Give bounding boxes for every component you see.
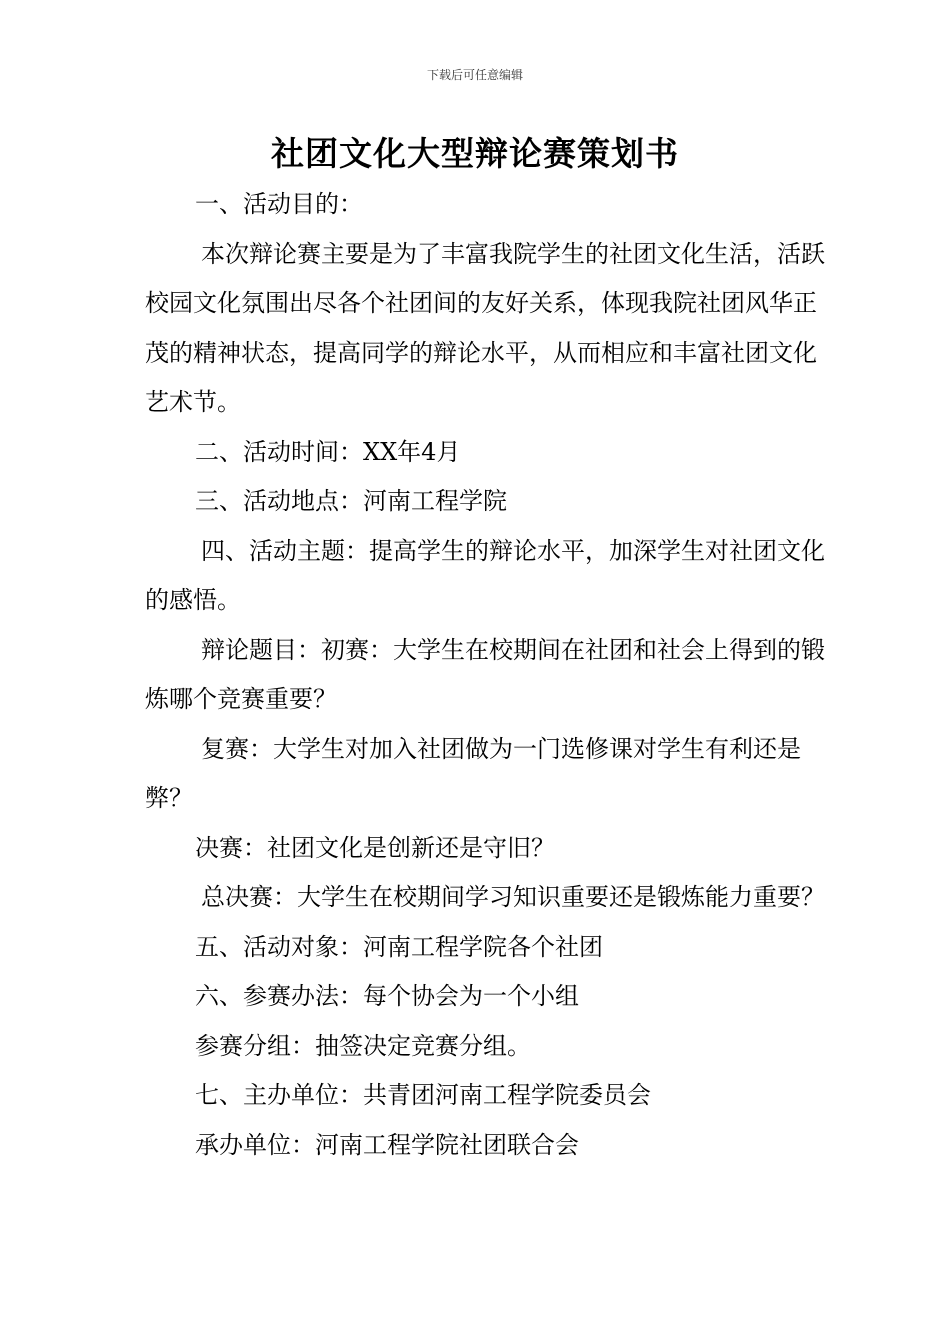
debate-topic-final: 决赛：社团文化是创新还是守旧？: [195, 833, 555, 862]
debate-topic-grand-final: 总决赛：大学生在校期间学习知识重要还是锻炼能力重要？: [201, 883, 825, 911]
section-method: 六、参赛办法：每个协会为一个小组: [195, 982, 579, 1010]
debate-topic-semifinal: 复赛：大学生对加入社团做为一门选修课对学生有利还是弊？: [145, 734, 801, 812]
document-title: 社团文化大型辩论赛策划书: [271, 134, 679, 173]
grouping-line: 参赛分组：抽签决定竞赛分组。: [195, 1031, 531, 1060]
header-note: 下载后可任意编辑: [426, 68, 523, 82]
co-organizer-line: 承办单位：河南工程学院社团联合会: [195, 1130, 579, 1159]
purpose-paragraph: 本次辩论赛主要是为了丰富我院学生的社团文化生活，活跃校园文化氛围出尽各个社团间的友好关系，体现我院社团风华正茂的精神状态，提高同学的辩论水平，从而相应和丰富社团文化艺术节。: [145, 239, 825, 416]
debate-topic-preliminary: 辩论题目：初赛：大学生在校期间在社团和社会上得到的锻炼哪个竞赛重要？: [145, 635, 825, 713]
section-time: 二、活动时间：XX年4月: [195, 437, 461, 466]
document-body: [145, 180, 825, 1170]
section-participants: 五、活动对象：河南工程学院各个社团: [195, 932, 603, 961]
section-purpose-heading: 一、活动目的：: [195, 190, 363, 218]
section-organizer: 七、主办单位：共青团河南工程学院委员会: [195, 1081, 651, 1109]
section-theme: 四、活动主题：提高学生的辩论水平，加深学生对社团文化的感悟。: [145, 536, 825, 614]
section-location: 三、活动地点：河南工程学院: [195, 487, 507, 515]
